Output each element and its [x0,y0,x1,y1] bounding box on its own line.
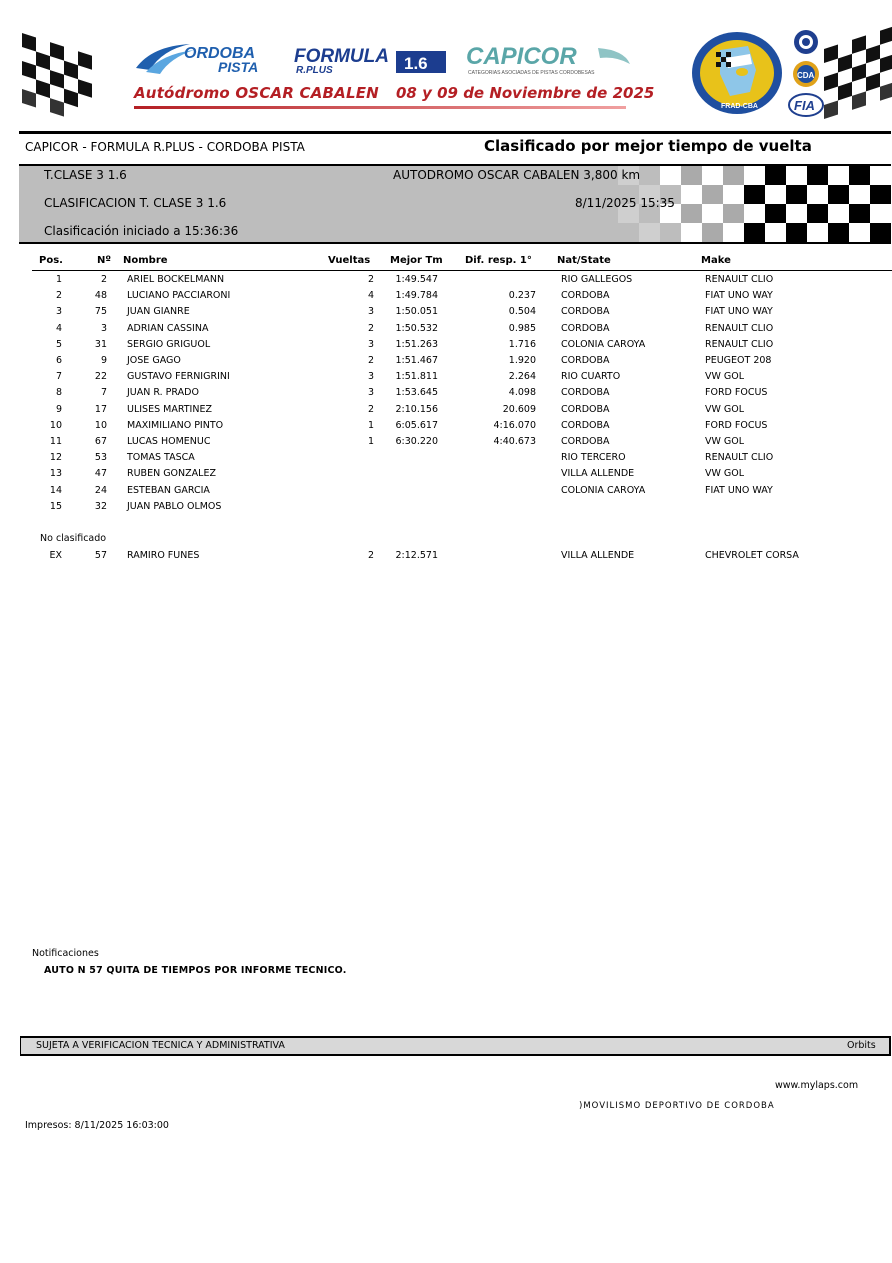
driver-name-cell: JUAN R. PRADO [127,387,199,399]
laps-cell: 3 [367,371,374,383]
car-number-cell: 67 [94,436,107,447]
make-cell: VW GOL [705,403,745,415]
printed-timestamp: Impresos: 8/11/2025 16:03:00 [25,1120,169,1131]
make-cell: FIAT UNO WAY [705,484,773,496]
car-number-cell: 3 [100,322,107,334]
driver-name-cell: JUAN GIANRE [127,306,190,318]
make-cell: VW GOL [705,371,745,383]
driver-name-cell: LUCIANO PACCIARONI [127,290,231,302]
car-number-cell: 53 [94,452,107,464]
make-cell: VW GOL [705,436,745,447]
driver-name-cell: TOMAS TASCA [127,452,195,464]
notification-text: AUTO N 57 QUITA DE TIEMPOS POR INFORME TECNICO. [44,965,347,976]
nationality-cell: CORDOBA [561,355,610,366]
nationality-cell: RIO CUARTO [561,371,621,383]
capicor-logo-subtext: CATEGORIAS ASOCIADAS DE PISTAS CORDOBESAS [468,70,595,76]
col-header-diff: Dif. resp. 1° [465,255,532,266]
driver-name-cell: GUSTAVO FERNIGRINI [127,371,230,383]
table-row [0,452,892,468]
position-cell: 3 [55,306,62,318]
position-cell: 1 [55,274,62,285]
laps-cell: 1 [367,436,374,447]
driver-name-cell: ARIEL BOCKELMANN [127,274,225,285]
notifications-label: Notificaciones [32,948,99,959]
laps-cell: 3 [367,306,374,318]
cordoba-logo-text-1: ORDOBA [184,45,256,62]
nationality-cell: COLONIA CAROYA [561,338,646,350]
car-number-cell: 22 [94,371,107,383]
checkered-flag-right-icon [820,25,892,120]
event-title: CAPICOR - FORMULA R.PLUS - CORDOBA PISTA [25,140,305,154]
position-cell: 6 [55,355,62,366]
position-cell: 8 [55,387,62,399]
driver-name-cell: ULISES MARTINEZ [127,403,212,415]
car-number-cell: 57 [94,550,107,561]
best-time-cell: 6:05.617 [395,419,438,431]
col-header-nat: Nat/State [557,255,611,266]
driver-name-cell: RAMIRO FUNES [127,550,200,561]
frad-logo-label: FRAD-CBA [721,103,758,110]
table-row [0,323,892,339]
best-time-cell: 1:51.467 [395,355,438,366]
laps-cell: 2 [367,403,374,415]
car-number-cell: 17 [94,403,107,415]
driver-name-cell: JOSE GAGO [127,355,181,366]
gap-cell: 2.264 [508,371,536,383]
car-number-cell: 24 [94,484,107,496]
nationality-cell: CORDOBA [561,322,610,334]
footer-software: Orbits [847,1040,876,1051]
car-number-cell: 10 [94,419,107,431]
col-header-pos: Pos. [39,255,63,266]
car-number-cell: 48 [94,290,107,302]
nationality-cell: CORDOBA [561,403,610,415]
session-date-time: 8/11/2025 15:35 [575,196,675,210]
best-time-cell: 6:30.220 [395,436,438,447]
best-time-cell: 1:51.263 [395,338,438,350]
laps-cell: 2 [367,550,374,561]
gap-cell: 1.920 [508,355,536,366]
table-header-rule [32,270,892,271]
gap-cell: 0.504 [508,306,536,318]
car-number-cell: 31 [94,338,107,350]
event-dates-banner-text: 08 y 09 de Noviembre de 2025 [396,84,655,102]
make-cell: RENAULT CLIO [705,274,774,285]
position-cell: EX [49,550,62,561]
nationality-cell: VILLA ALLENDE [561,468,635,480]
col-header-best-time: Mejor Tm [390,255,443,266]
position-cell: 15 [49,500,62,512]
position-cell: 4 [55,322,62,334]
table-row [0,306,892,322]
best-time-cell: 2:10.156 [395,403,438,415]
col-header-make: Make [701,255,731,266]
laps-cell: 3 [367,338,374,350]
gap-cell: 0.237 [508,290,536,302]
best-time-cell: 1:51.811 [395,371,438,383]
header-rule [19,131,891,134]
col-header-number: Nº [97,255,112,266]
position-cell: 7 [55,371,62,383]
laps-cell: 4 [367,290,374,302]
website-link[interactable]: www.mylaps.com [775,1080,859,1091]
make-cell: FORD FOCUS [705,419,768,431]
table-row [0,404,892,420]
gap-cell: 1.716 [508,338,536,350]
driver-name-cell: SERGIO GRIGUOL [127,338,211,350]
best-time-cell: 1:49.784 [395,290,438,302]
frad-cba-logo [690,30,784,116]
nationality-cell: CORDOBA [561,306,610,318]
cda-logo-text: CDA [797,71,815,80]
laps-cell: 2 [367,322,374,334]
laps-cell: 3 [367,387,374,399]
class-name: T.CLASE 3 1.6 [44,168,127,182]
capicor-logo [466,42,632,78]
not-classified-label: No clasificado [40,533,107,544]
nationality-cell: RIO GALLEGOS [561,274,633,285]
col-header-laps: Vueltas [328,255,371,266]
gap-cell: 4.098 [508,387,536,399]
table-row [0,501,892,517]
car-number-cell: 32 [94,500,107,512]
cordoba-pista-logo [132,42,274,76]
make-cell: FORD FOCUS [705,387,768,399]
make-cell: RENAULT CLIO [705,338,774,350]
track-name: AUTODROMO OSCAR CABALEN 3,800 km [393,168,641,182]
table-row [0,339,892,355]
car-number-cell: 7 [100,387,107,399]
formula-logo-text: FORMULA [294,46,389,67]
cordoba-logo-text-2: PISTA [218,59,259,75]
make-cell: PEUGEOT 208 [705,355,772,366]
car-number-cell: 2 [100,274,107,285]
nationality-cell: CORDOBA [561,436,610,447]
table-row [0,550,892,566]
nationality-cell: COLONIA CAROYA [561,484,646,496]
make-cell: FIAT UNO WAY [705,290,773,302]
venue-banner-text: Autódromo OSCAR CABALEN [134,84,379,102]
driver-name-cell: RUBEN GONZALEZ [127,468,216,480]
driver-name-cell: ESTEBAN GARCIA [127,484,210,496]
table-row [0,468,892,484]
position-cell: 10 [49,419,62,431]
banner-underline [134,106,626,109]
organization-name: )MOVILISMO DEPORTIVO DE CORDOBA [579,1101,775,1111]
position-cell: 14 [49,484,62,496]
driver-name-cell: MAXIMILIANO PINTO [127,419,224,431]
make-cell: FIAT UNO WAY [705,306,773,318]
table-row [0,387,892,403]
make-cell: RENAULT CLIO [705,322,774,334]
position-cell: 9 [55,403,62,415]
col-header-name: Nombre [123,255,168,266]
position-cell: 12 [49,452,62,464]
gap-cell: 4:40.673 [493,436,536,447]
gap-cell: 0.985 [508,322,536,334]
federation-logos [788,30,824,118]
car-number-cell: 9 [100,355,107,366]
position-cell: 11 [49,436,62,447]
laps-cell: 2 [367,274,374,285]
formula-logo-subtext: R.PLUS [296,65,333,76]
driver-name-cell: ADRIAN CASSINA [127,322,209,334]
capicor-logo-text: CAPICOR [466,43,577,70]
table-row [0,420,892,436]
nationality-cell: CORDOBA [561,387,610,399]
formula-rplus-logo [292,46,447,76]
best-time-cell: 1:49.547 [395,274,438,285]
table-row [0,290,892,306]
position-cell: 5 [55,338,62,350]
laps-cell: 1 [367,419,374,431]
driver-name-cell: LUCAS HOMENUC [127,436,211,447]
nationality-cell: VILLA ALLENDE [561,550,635,561]
position-cell: 2 [55,290,62,302]
gap-cell: 4:16.070 [493,419,536,431]
best-time-cell: 1:53.645 [395,387,438,399]
driver-name-cell: JUAN PABLO OLMOS [127,500,222,512]
table-row [0,355,892,371]
footer-disclaimer: SUJETA A VERIFICACION TECNICA Y ADMINISTRATIVA [36,1040,285,1051]
fia-logo-text: FIA [794,98,815,113]
formula-logo-class: 1.6 [404,54,428,73]
nationality-cell: CORDOBA [561,419,610,431]
table-row [0,436,892,452]
table-row [0,371,892,387]
nationality-cell: RIO TERCERO [561,452,626,464]
table-row [0,485,892,501]
gap-cell: 20.609 [502,403,536,415]
nationality-cell: CORDOBA [561,290,610,302]
laps-cell: 2 [367,355,374,366]
session-name: CLASIFICACION T. CLASE 3 1.6 [44,196,227,210]
make-cell: VW GOL [705,468,745,480]
make-cell: CHEVROLET CORSA [705,550,799,561]
make-cell: RENAULT CLIO [705,452,774,464]
best-time-cell: 2:12.571 [395,550,438,561]
position-cell: 13 [49,468,62,480]
car-number-cell: 75 [94,306,107,318]
checkered-flag-left-icon [18,25,100,120]
sort-title: Clasificado por mejor tiempo de vuelta [484,137,812,155]
table-row [0,274,892,290]
best-time-cell: 1:50.051 [395,306,438,318]
best-time-cell: 1:50.532 [395,322,438,334]
car-number-cell: 47 [94,468,107,480]
session-start-time: Clasificación iniciado a 15:36:36 [44,224,239,238]
